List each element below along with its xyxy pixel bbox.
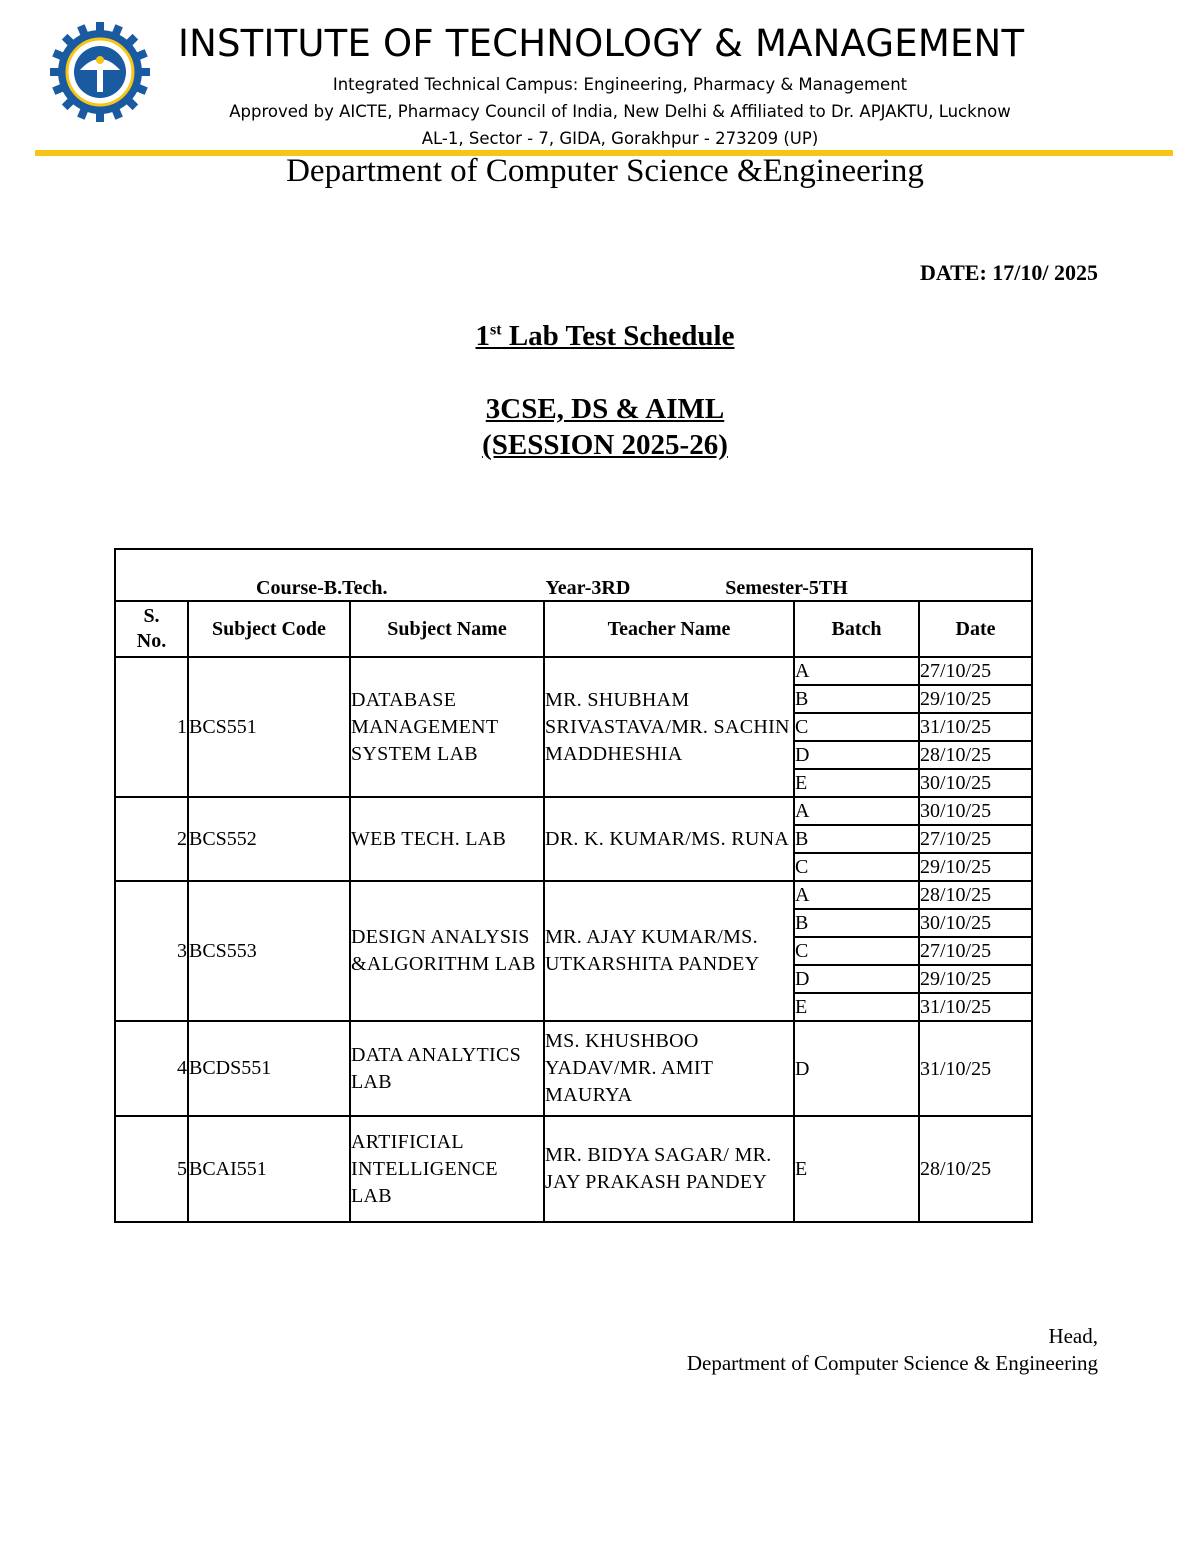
header-date: Date — [919, 601, 1032, 657]
row-subject-code: BCS553 — [188, 881, 350, 1021]
row-date: 28/10/25 — [919, 1116, 1032, 1222]
signature-department: Department of Computer Science & Engineering — [686, 1351, 1098, 1375]
row-subject-name: DATABASE MANAGEMENT SYSTEM LAB — [350, 657, 544, 797]
row-batch: D — [794, 1021, 919, 1116]
year-label: Year-3RD — [545, 577, 631, 599]
header-sno: S. No. — [115, 601, 188, 657]
document-date: DATE: 17/10/ 2025 — [919, 260, 1098, 285]
semester-label: Semester-5TH — [725, 577, 848, 599]
row-subject-name: ARTIFICIAL INTELLIGENCE LAB — [350, 1116, 544, 1222]
row-teacher-name: DR. K. KUMAR/MS. RUNA — [544, 797, 794, 881]
institute-seal-icon — [40, 22, 160, 122]
row-date: 28/10/25 — [919, 741, 1032, 769]
row-batch: C — [794, 853, 919, 881]
row-sno: 1 — [115, 657, 188, 797]
header-subject-name: Subject Name — [350, 601, 544, 657]
row-batch: A — [794, 657, 919, 685]
table-row — [115, 1021, 1032, 1116]
schedule-branches: 3CSE, DS & AIML — [485, 393, 725, 425]
row-teacher-name: MR. AJAY KUMAR/MS. UTKARSHITA PANDEY — [544, 881, 794, 1021]
row-sno: 5 — [115, 1116, 188, 1222]
row-date: 30/10/25 — [919, 909, 1032, 937]
row-batch: B — [794, 825, 919, 853]
header-subject-code: Subject Code — [188, 601, 350, 657]
course-label: Course-B.Tech. — [256, 577, 388, 599]
row-batch: C — [794, 937, 919, 965]
row-batch: A — [794, 881, 919, 909]
title-number: 1 — [475, 320, 491, 352]
row-date: 27/10/25 — [919, 657, 1032, 685]
table-row — [115, 797, 1032, 825]
title-text: Lab Test Schedule — [501, 320, 735, 352]
row-batch: E — [794, 769, 919, 797]
row-teacher-name: MR. SHUBHAM SRIVASTAVA/MR. SACHIN MADDHESHIA — [544, 657, 794, 797]
row-batch: B — [794, 685, 919, 713]
institute-address: AL-1, Sector - 7, GIDA, Gorakhpur - 273209 (UP) — [421, 129, 819, 148]
row-subject-code: BCS552 — [188, 797, 350, 881]
schedule-session: (SESSION 2025-26) — [482, 429, 728, 461]
course-info-row — [115, 549, 1032, 601]
table-header-row — [115, 601, 1032, 657]
row-subject-code: BCDS551 — [188, 1021, 350, 1116]
row-batch: E — [794, 993, 919, 1021]
row-teacher-name: MR. BIDYA SAGAR/ MR. JAY PRAKASH PANDEY — [544, 1116, 794, 1222]
row-date: 30/10/25 — [919, 769, 1032, 797]
row-sno: 4 — [115, 1021, 188, 1116]
row-sno: 2 — [115, 797, 188, 881]
row-date: 31/10/25 — [919, 993, 1032, 1021]
row-date: 27/10/25 — [919, 937, 1032, 965]
signature-title: Head, — [1048, 1324, 1098, 1348]
row-batch: C — [794, 713, 919, 741]
row-batch: D — [794, 741, 919, 769]
schedule-title — [0, 320, 1200, 353]
row-date: 27/10/25 — [919, 825, 1032, 853]
row-subject-code: BCS551 — [188, 657, 350, 797]
row-date: 31/10/25 — [919, 713, 1032, 741]
header-batch: Batch — [794, 601, 919, 657]
title-suffix: st — [490, 321, 502, 339]
table-row — [115, 657, 1032, 685]
row-date: 31/10/25 — [919, 1021, 1032, 1116]
row-date: 29/10/25 — [919, 685, 1032, 713]
row-date: 29/10/25 — [919, 965, 1032, 993]
row-date: 30/10/25 — [919, 797, 1032, 825]
table-row — [115, 1116, 1032, 1222]
row-subject-name: DATA ANALYTICS LAB — [350, 1021, 544, 1116]
row-subject-name: DESIGN ANALYSIS &ALGORITHM LAB — [350, 881, 544, 1021]
department-title: Department of Computer Science &Engineering — [286, 153, 924, 189]
row-subject-code: BCAI551 — [188, 1116, 350, 1222]
row-date: 28/10/25 — [919, 881, 1032, 909]
header-teacher-name: Teacher Name — [544, 601, 794, 657]
row-sno: 3 — [115, 881, 188, 1021]
institute-approval: Approved by AICTE, Pharmacy Council of India, New Delhi & Affiliated to Dr. APJAKTU, Lucknow — [229, 102, 1011, 121]
institute-name: INSTITUTE OF TECHNOLOGY & MANAGEMENT — [178, 22, 1025, 65]
row-batch: B — [794, 909, 919, 937]
row-teacher-name: MS. KHUSHBOO YADAV/MR. AMIT MAURYA — [544, 1021, 794, 1116]
row-date: 29/10/25 — [919, 853, 1032, 881]
row-batch: D — [794, 965, 919, 993]
lab-schedule-table — [114, 548, 1033, 1223]
row-batch: A — [794, 797, 919, 825]
institute-tagline: Integrated Technical Campus: Engineering, Pharmacy & Management — [332, 75, 908, 94]
row-batch: E — [794, 1116, 919, 1222]
row-subject-name: WEB TECH. LAB — [350, 797, 544, 881]
table-row — [115, 881, 1032, 909]
